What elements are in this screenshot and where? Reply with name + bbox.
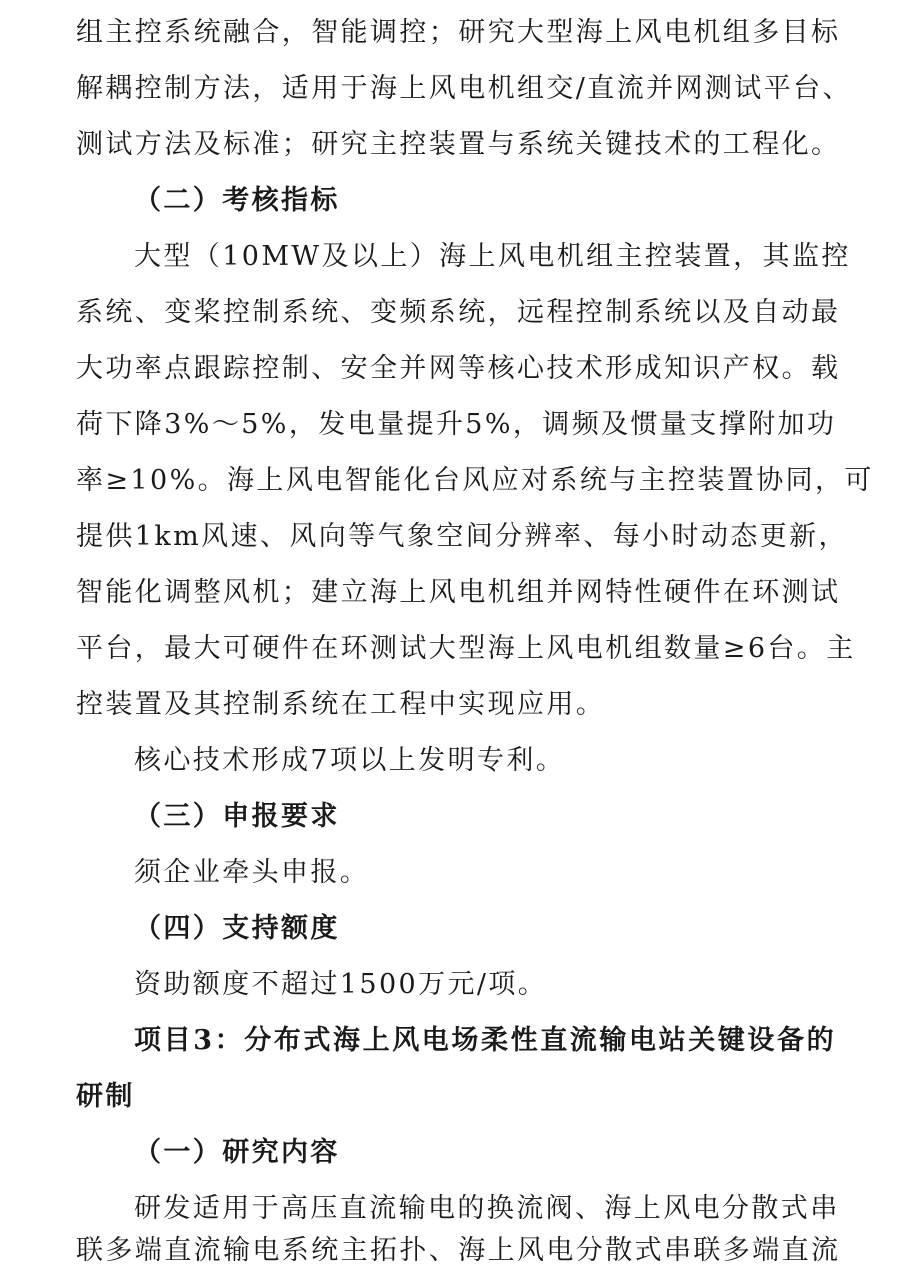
paragraph-line: 控装置及其控制系统在工程中实现应用。 [76,689,606,720]
paragraph-line: 荷下降3%～5%，发电量提升5%，调频及惯量支撑附加功 [76,409,837,440]
paragraph-line: 测试方法及标准；研究主控装置与系统关键技术的工程化。 [76,129,841,160]
paragraph-line: 大功率点跟踪控制、安全并网等核心技术形成知识产权。载 [76,353,841,384]
paragraph-line: 联多端直流输电系统主拓扑、海上风电分散式串联多端直流 [76,1235,841,1266]
paragraph-line: 资助额度不超过1500万元/项。 [134,969,548,1000]
project-title: 研制 [76,1081,135,1112]
section-heading: （四）支持额度 [134,913,340,944]
paragraph-line: 率≥10%。海上风电智能化台风应对系统与主控装置协同，可 [76,465,874,496]
paragraph-line: 研发适用于高压直流输电的换流阀、海上风电分散式串 [134,1193,840,1224]
section-heading: （三）申报要求 [134,801,340,832]
paragraph-line: 系统、变桨控制系统、变频系统，远程控制系统以及自动最 [76,297,841,328]
project-title: 项目3：分布式海上风电场柔性直流输电站关键设备的 [134,1025,836,1056]
paragraph-line: 须企业牵头申报。 [134,857,370,888]
paragraph-line: 核心技术形成7项以上发明专利。 [134,745,566,776]
paragraph-line: 智能化调整风机；建立海上风电机组并网特性硬件在环测试 [76,577,841,608]
paragraph-line: 提供1km风速、风向等气象空间分辨率、每小时动态更新， [76,521,848,552]
paragraph-line: 大型（10MW及以上）海上风电机组主控装置，其监控 [134,241,851,272]
paragraph-line: 平台，最大可硬件在环测试大型海上风电机组数量≥6台。主 [76,633,856,664]
paragraph-line: 组主控系统融合，智能调控；研究大型海上风电机组多目标 [76,17,841,48]
section-heading: （二）考核指标 [134,185,340,216]
paragraph-line: 解耦控制方法，适用于海上风电机组交/直流并网测试平台、 [76,73,852,104]
section-heading: （一）研究内容 [134,1137,340,1168]
